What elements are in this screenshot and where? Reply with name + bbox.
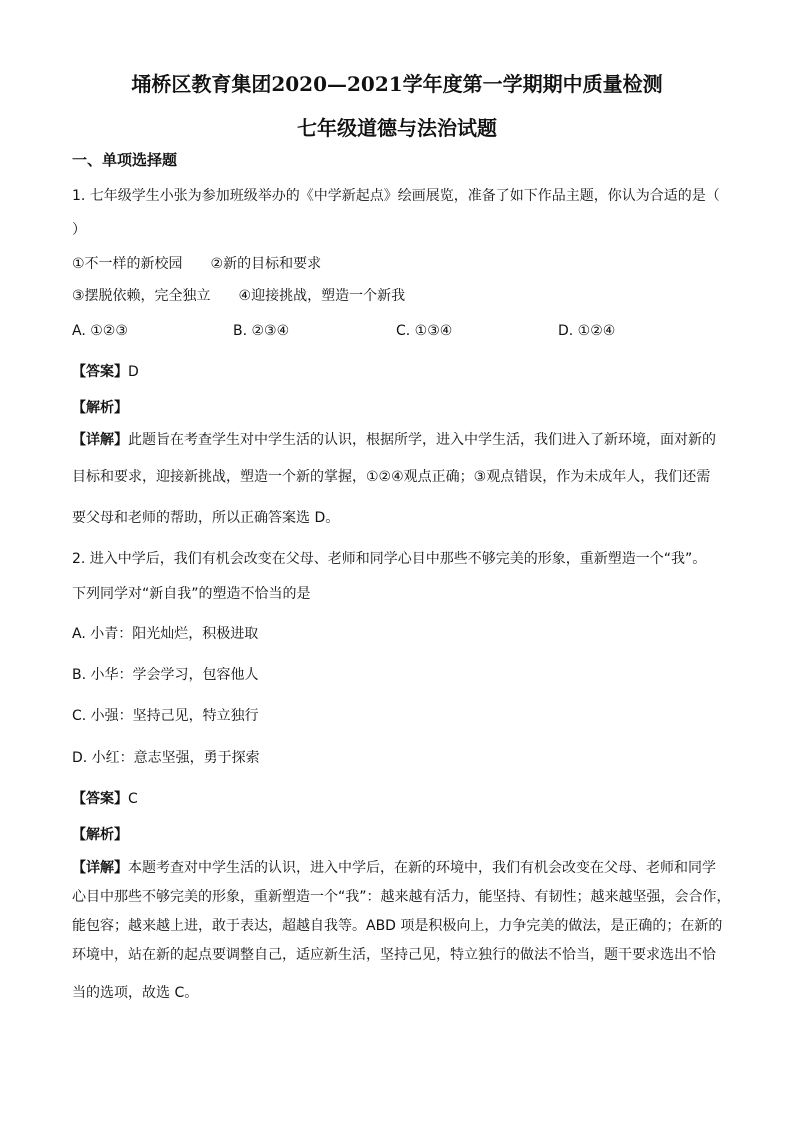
- q2-option-d: D. 小红：意志坚强，勇于探索: [72, 750, 260, 766]
- q1-analysis-tag: 【解析】: [72, 400, 128, 416]
- detail-tag: 【详解】: [72, 860, 128, 876]
- q2-detail-text1: 本题考查对中学生活的认识，进入中学后，在新的环境中，我们有机会改变在父母、老师和同学: [128, 860, 716, 876]
- q2-option-a: A. 小青：阳光灿烂，积极进取: [72, 626, 259, 642]
- q1-option-d: D. ①②④: [558, 323, 616, 339]
- q1-option-a: A. ①②③: [72, 323, 128, 339]
- answer-tag: 【答案】: [72, 364, 128, 380]
- q2-detail-line5: 当的选项，故选 C。: [72, 985, 199, 1001]
- q1-detail-line3: 要父母和老师的帮助，所以正确答案选 D。: [72, 510, 340, 526]
- document-title: 埇桥区教育集团2020—2021学年度第一学期期中质量检测: [131, 72, 663, 96]
- q2-option-c: C. 小强：坚持己见，特立独行: [72, 708, 259, 724]
- q2-stem-line1: 2. 进入中学后，我们有机会改变在父母、老师和同学心目中那些不够完美的形象，重新塑造一个“我”。: [72, 551, 707, 567]
- q1-option-c: C. ①③④: [396, 323, 453, 339]
- q1-answer-value: D: [128, 364, 139, 380]
- q1-stem-line1: 1. 七年级学生小张为参加班级举办的《中学新起点》绘画展览，准备了如下作品主题，你认为合适的是（: [72, 188, 720, 204]
- document-subtitle: 七年级道德与法治试题: [297, 116, 497, 140]
- section-heading: 一、单项选择题: [72, 151, 178, 169]
- answer-tag: 【答案】: [72, 791, 128, 807]
- q1-option-b: B. ②③④: [233, 323, 290, 339]
- q1-items-line2: ③摆脱依赖，完全独立 ④迎接挑战，塑造一个新我: [72, 288, 406, 304]
- q2-analysis-tag: 【解析】: [72, 827, 128, 843]
- q2-detail-line4: 环境中，站在新的起点要调整自己，适应新生活，坚持己见，特立独行的做法不恰当，题干要求选出不恰: [72, 947, 716, 963]
- q1-detail-line2: 目标和要求，迎接新挑战，塑造一个新的掌握，①②④观点正确；③观点错误，作为未成年人，我们还需: [72, 469, 711, 485]
- q2-stem-line2: 下列同学对“新自我”的塑造不恰当的是: [72, 586, 311, 602]
- q2-detail-line2: 心目中那些不够完美的形象，重新塑造一个“我”：越来越有活力，能坚持、有韧性；越来越坚强，会合作，: [72, 889, 731, 905]
- detail-tag: 【详解】: [72, 432, 128, 448]
- q2-detail-line1: [72, 858, 716, 878]
- q1-answer-row: [72, 362, 139, 382]
- q1-stem-line2: ）: [72, 222, 86, 238]
- q2-option-b: B. 小华：学会学习，包容他人: [72, 667, 259, 683]
- q2-answer-value: C: [128, 791, 138, 807]
- q2-answer-row: [72, 789, 138, 809]
- q1-detail-text1: 此题旨在考查学生对中学生活的认识，根据所学，进入中学生活，我们进入了新环境，面对新的: [128, 432, 716, 448]
- q1-detail-line1: [72, 430, 716, 450]
- q2-detail-line3: 能包容；越来越上进，敢于表达，超越自我等。ABD 项是积极向上，力争完美的做法，是正确的；在新的: [72, 918, 723, 934]
- q1-items-line1: ①不一样的新校园 ②新的目标和要求: [72, 256, 322, 272]
